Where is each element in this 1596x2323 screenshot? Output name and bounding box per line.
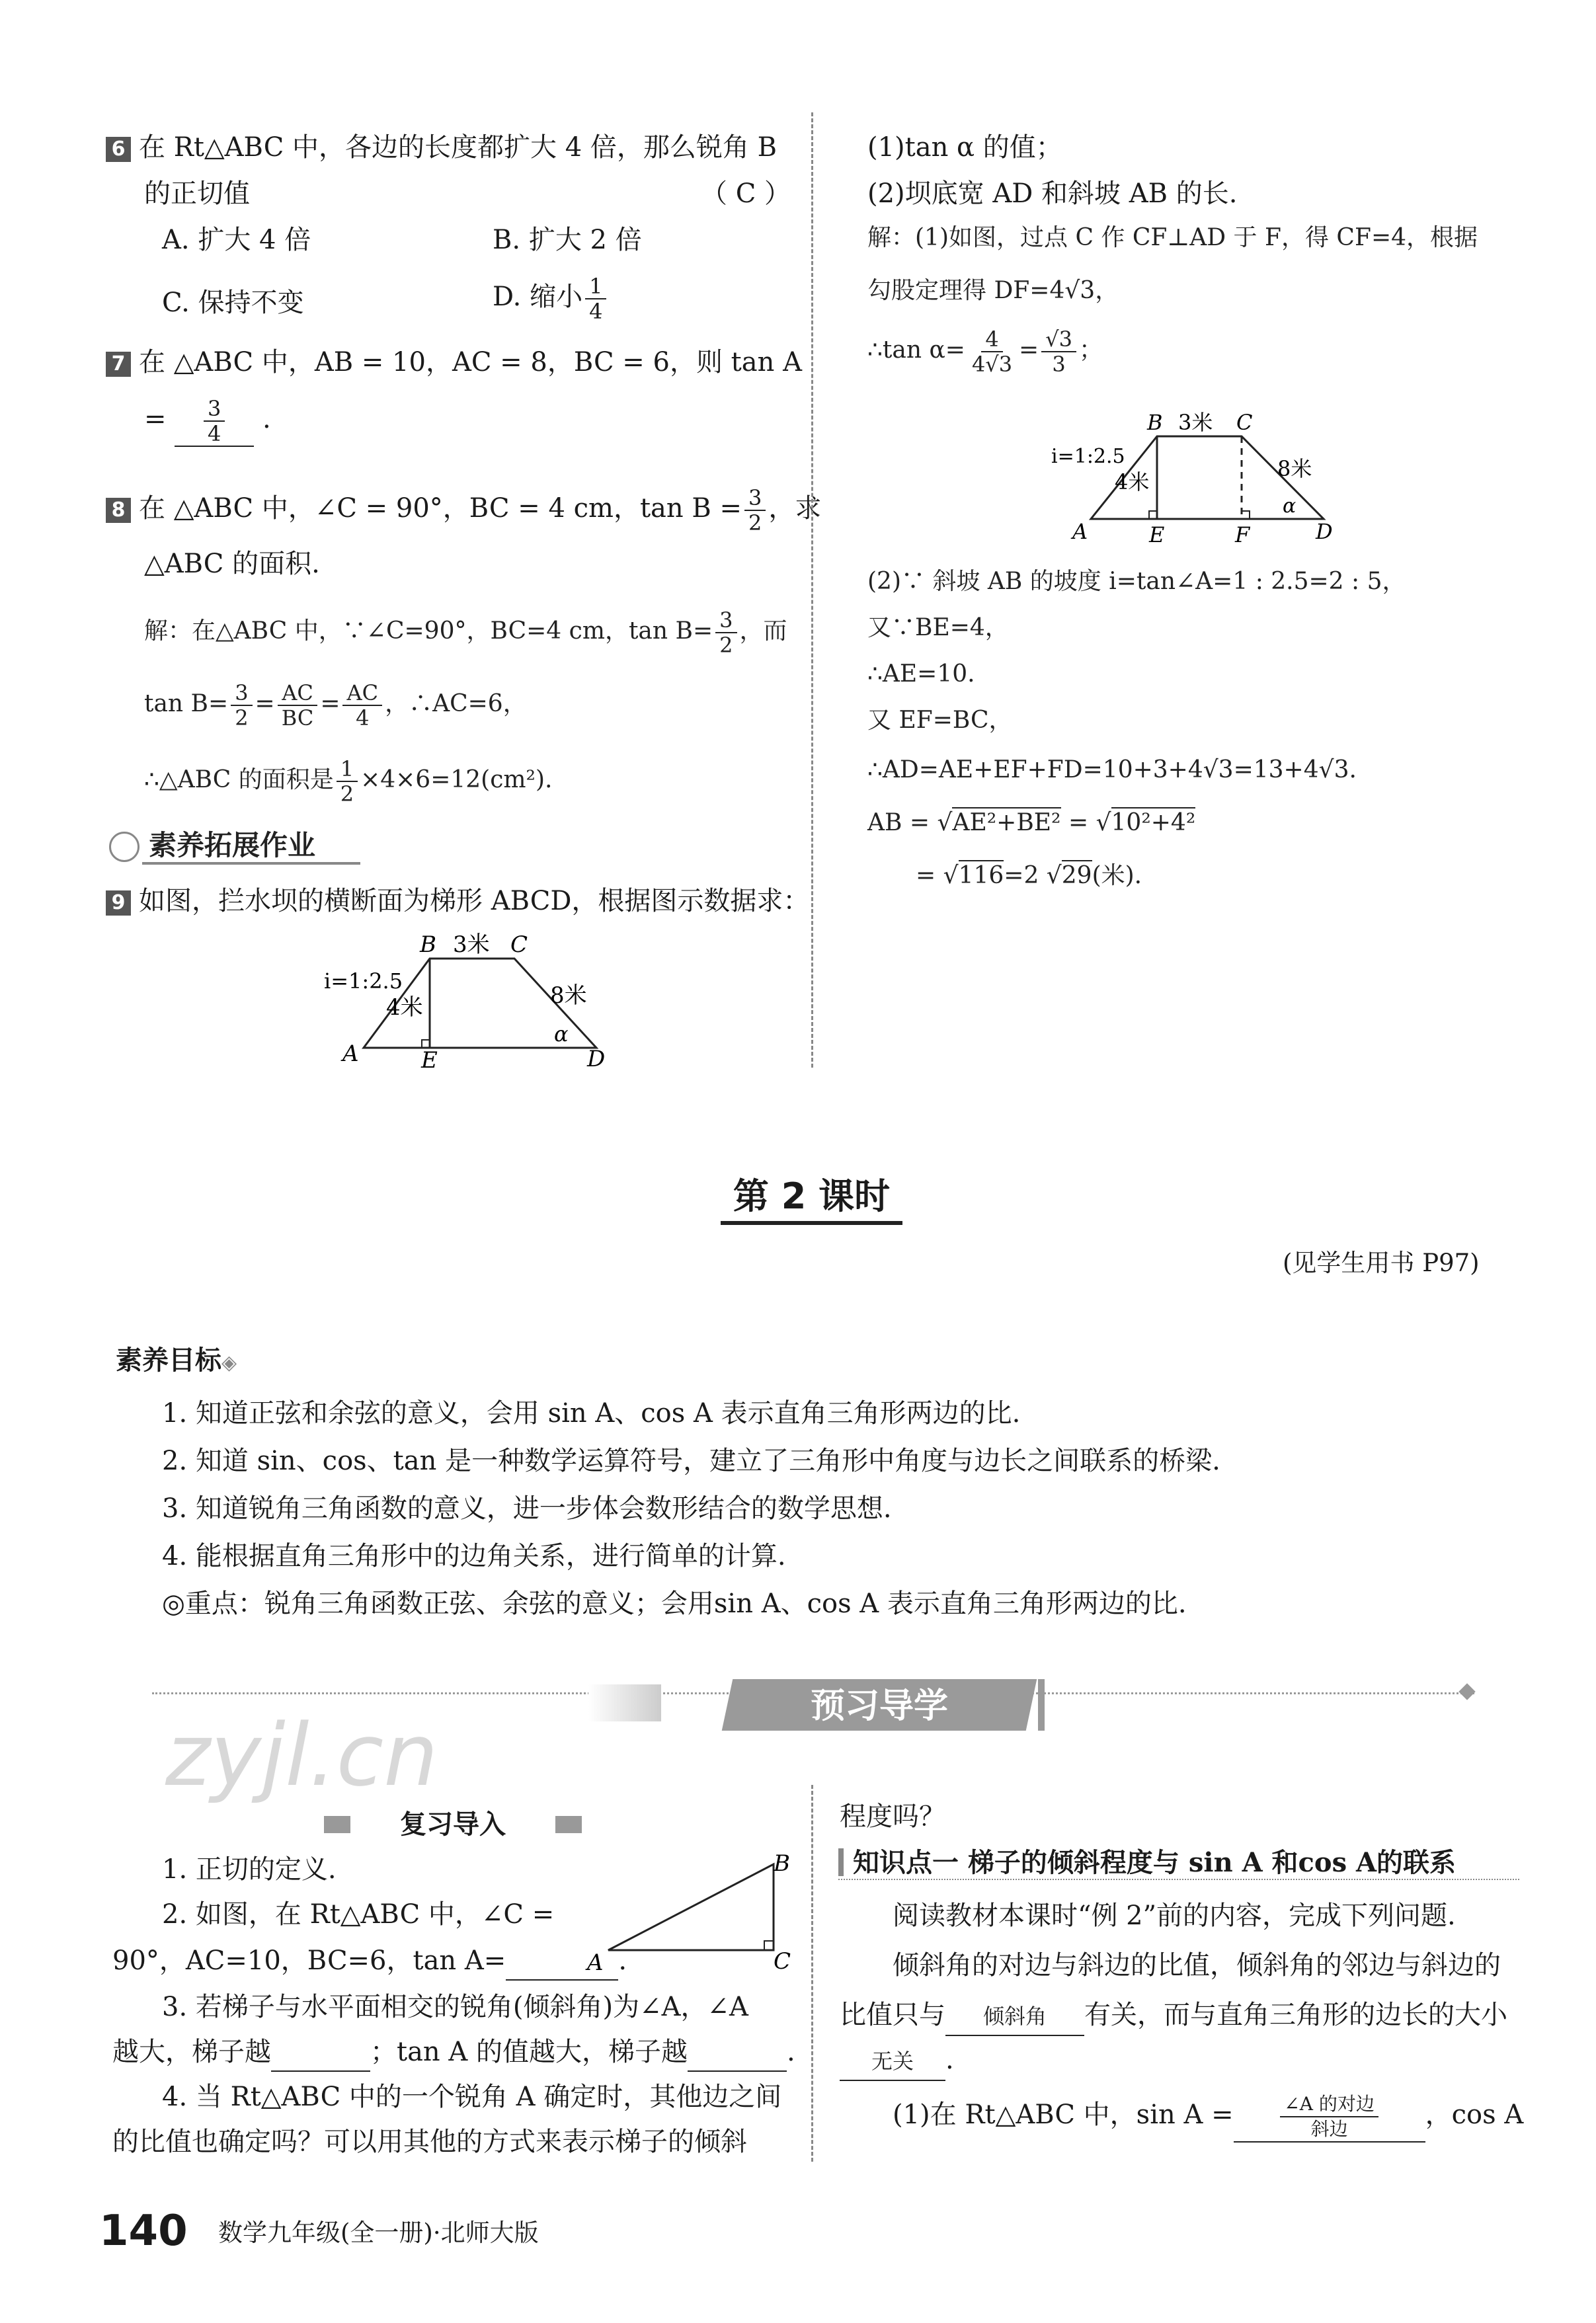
- review-item-3a: 3. 若梯子与水平面相交的锐角(倾斜角)为∠A，∠A: [162, 1992, 748, 2022]
- label-b-2: B: [1147, 410, 1163, 435]
- q7-line2: = $\frac{3}{4}$ .: [144, 396, 271, 446]
- q9-solution-line1: 解：(1)如图，过点 C 作 CF⊥AD 于 F，得 CF=4，根据: [867, 224, 1478, 251]
- label-slope-2: i=1:2.5: [1051, 445, 1125, 468]
- q6-option-d: D. 缩小 $\frac{1}{4}$: [493, 274, 609, 323]
- q6-option-c: C. 保持不变: [162, 288, 304, 318]
- q8-line1: 8 在 △ABC 中，∠C = 90°，BC = 4 cm，tan B = $\frac{3}{2}$ ，求: [106, 486, 821, 535]
- goal-3: 3. 知道锐角三角函数的意义，进一步体会数形结合的数学思想.: [162, 1493, 892, 1524]
- q8-line2: △ABC 的面积.: [144, 549, 320, 579]
- knowledge-point-bar: [838, 1848, 844, 1876]
- sin-a-blank[interactable]: [1234, 2092, 1425, 2143]
- triangle-outline: [608, 1864, 774, 1950]
- review-item-3b: 越大，梯子越 ；tan A 的值越大，梯子越 .: [112, 2033, 795, 2072]
- trapezoid-figure-solution: [1038, 410, 1349, 552]
- triangle-label-b: B: [774, 1851, 790, 1877]
- ladder-blank-2[interactable]: [688, 2033, 787, 2072]
- right-angle-mark-f: [1242, 511, 1250, 519]
- banner-title: 预习导学: [810, 1686, 948, 1726]
- goal-2: 2. 知道 sin、cos、tan 是一种数学运算符号，建立了三角形中角度与边长之间联系的桥梁.: [162, 1446, 1220, 1476]
- q6-option-d-fraction: $\frac{1}{4}$: [585, 274, 606, 323]
- q9-solution-line10: = √116=2 √29(米).: [916, 859, 1142, 892]
- extension-heading: 素养拓展作业: [109, 825, 374, 866]
- watermark: zyjl.cn: [165, 1705, 438, 1805]
- trapezoid-figure: [311, 929, 621, 1071]
- label-e-2: E: [1149, 522, 1165, 547]
- label-top-length-2: 3米: [1178, 410, 1213, 435]
- q9-number: 9: [106, 890, 131, 916]
- goals-heading: 素养目标◈: [116, 1345, 237, 1376]
- tan-fraction2: $\frac{√3}{3}$: [1041, 327, 1076, 376]
- q9-solution-line5: 又∵BE=4，: [867, 614, 1009, 641]
- q8-sol-fraction3: $\frac{AC}{BC}$: [278, 681, 318, 730]
- label-e: E: [421, 1047, 438, 1071]
- tilt-angle-blank[interactable]: 倾斜角: [945, 1998, 1084, 2036]
- label-side-length-2: 8米: [1277, 456, 1312, 481]
- review-heading-right-block: [555, 1816, 582, 1833]
- q6-line2: 的正切值: [144, 178, 250, 209]
- triangle-right-angle-mark: [764, 1941, 774, 1950]
- review-item-2a: 2. 如图，在 Rt△ABC 中，∠C =: [162, 1899, 555, 1930]
- banner-diamond-icon: [1458, 1683, 1475, 1700]
- kp-line3: 比值只与 倾斜角 有关，而与直角三角形的边长的大小: [840, 1996, 1507, 2036]
- q8-sol-fraction1: $\frac{3}{2}$: [715, 608, 737, 657]
- q9-solution-line8: ∴AD=AE+EF+FD=10+3+4√3=13+4√3.: [867, 756, 1357, 783]
- diamond-icon: ◈: [221, 1351, 237, 1374]
- q8-sol-fraction4: $\frac{AC}{4}$: [342, 681, 382, 730]
- label-f-2: F: [1235, 522, 1250, 547]
- banner-bar: [1038, 1679, 1045, 1731]
- goal-4: 4. 能根据直角三角形中的边角关系，进行简单的计算.: [162, 1541, 786, 1571]
- ladder-blank-1[interactable]: [271, 2033, 370, 2072]
- lesson-title-underline: [721, 1221, 902, 1225]
- q9-solution-line6: ∴AE=10.: [867, 660, 975, 688]
- q7-line1: 7 在 △ABC 中，AB = 10，AC = 8，BC = 6，则 tan A: [106, 344, 802, 381]
- q9-solution-line4: (2)∵ 斜坡 AB 的坡度 i=tan∠A=1 : 2.5=2 : 5，: [867, 568, 1406, 595]
- q9-solution-line9: AB = √AE²+BE² = √10²+4²: [867, 807, 1195, 840]
- label-a-2: A: [1072, 519, 1088, 544]
- right-angle-mark-e: [1149, 511, 1157, 519]
- q6-answer: （ C ）: [701, 178, 791, 209]
- label-c: C: [510, 931, 528, 958]
- student-book-reference: (见学生用书 P97): [1283, 1249, 1480, 1277]
- label-d: D: [587, 1046, 606, 1071]
- q7-answer-fraction: $\frac{3}{4}$: [204, 397, 225, 446]
- label-height-2: 4米: [1115, 469, 1150, 494]
- unrelated-blank[interactable]: 无关: [840, 2043, 945, 2081]
- kp-line2: 倾斜角的对边与斜边的比值，倾斜角的邻边与斜边的: [893, 1950, 1501, 1981]
- q8-solution-line3: ∴△ABC 的面积是 $\frac{1}{2}$ ×4×6=12(cm²).: [144, 756, 553, 807]
- review-item-4b: 的比值也确定吗？可以用其他的方式来表示梯子的倾斜: [112, 2127, 747, 2157]
- q9-part2: (2)坝底宽 AD 和斜坡 AB 的长.: [867, 178, 1238, 209]
- q9-solution-line7: 又 EF=BC，: [867, 707, 1013, 734]
- extension-underline: [142, 862, 360, 865]
- review-item-4a: 4. 当 Rt△ABC 中的一个锐角 A 确定时，其他边之间: [162, 2082, 782, 2112]
- q8-number: 8: [106, 498, 131, 523]
- q9-solution-line3: ∴tan α= $\frac{4}{4√3}$ = $\frac{√3}{3}$ ；: [867, 327, 1103, 377]
- banner-fade: [588, 1684, 661, 1721]
- knowledge-point-underline: [838, 1879, 1519, 1881]
- q9-solution-line2: 勾股定理得 DF=4√3，: [867, 277, 1119, 304]
- book-title: 数学九年级(全一册)·北师大版: [218, 2219, 539, 2247]
- label-side-length: 8米: [550, 982, 587, 1009]
- q6-line1: 6 在 Rt△ABC 中，各边的长度都扩大 4 倍，那么锐角 B: [106, 129, 777, 166]
- lesson-title-box: [721, 1173, 902, 1226]
- label-c-2: C: [1236, 410, 1253, 435]
- lesson-title: 第 2 课时: [733, 1175, 891, 1217]
- goal-1: 1. 知道正弦和余弦的意义，会用 sin A、cos A 表示直角三角形两边的比.: [162, 1398, 1021, 1429]
- review-item-2b: 90°，AC=10，BC=6，tan A= .: [112, 1942, 627, 1981]
- q7-number: 7: [106, 352, 131, 377]
- triangle-label-a: A: [587, 1949, 604, 1976]
- q8-sol-fraction5: $\frac{1}{2}$: [337, 757, 358, 806]
- tan-fraction1: $\frac{4}{4√3}$: [971, 327, 1013, 377]
- knowledge-point-heading: 知识点一 梯子的倾斜程度与 sin A 和cos A的联系: [838, 1844, 1519, 1880]
- kp-line4: 无关 .: [840, 2041, 954, 2081]
- q8-solution-line1: 解：在△ABC 中，∵∠C=90°，BC=4 cm，tan B= $\frac{3}{2}$ ，而: [144, 608, 787, 658]
- label-a: A: [342, 1041, 359, 1067]
- q9-line1: 9 如图，拦水坝的横断面为梯形 ABCD，根据图示数据求：: [106, 883, 809, 920]
- right-triangle-figure: [582, 1851, 800, 1983]
- q6-option-b: B. 扩大 2 倍: [493, 225, 642, 255]
- q6-option-a: A. 扩大 4 倍: [162, 225, 311, 255]
- key-point: ◎重点：锐角三角函数正弦、余弦的意义；会用sin A、cos A 表示直角三角形两边的比.: [162, 1589, 1187, 1619]
- column-divider: [811, 112, 813, 1068]
- pencil-icon: [109, 832, 140, 862]
- label-slope: i=1:2.5: [324, 968, 403, 994]
- review-heading: 复习导入: [324, 1808, 582, 1841]
- label-d-2: D: [1316, 519, 1333, 544]
- triangle-label-c: C: [774, 1948, 791, 1975]
- kp-line5: (1)在 Rt△ABC 中，sin A = $\frac{\text{∠A 的对边}}{\text{斜边}}$ ，cos A: [893, 2092, 1523, 2143]
- q9-part1: (1)tan α 的值；: [867, 132, 1062, 163]
- label-top-length: 3米: [453, 931, 490, 958]
- lower-column-divider: [811, 1785, 813, 2162]
- q8-solution-line2: tan B= $\frac{3}{2}$ = $\frac{AC}{BC}$ = $\frac{AC}{4}$ ，∴AC=6，: [144, 680, 527, 730]
- q8-sol-fraction2: $\frac{3}{2}$: [231, 681, 252, 730]
- label-alpha: α: [554, 1021, 569, 1046]
- q8-fraction: $\frac{3}{2}$: [744, 486, 766, 535]
- label-height: 4米: [386, 994, 423, 1021]
- label-b: B: [420, 931, 436, 958]
- sin-a-fraction: $\frac{\text{∠A 的对边}}{\text{斜边}}$: [1280, 2092, 1378, 2141]
- review-item-1: 1. 正切的定义.: [162, 1854, 337, 1885]
- review-item-4-continued: 程度吗？: [840, 1801, 945, 1832]
- q7-answer-blank: [175, 397, 254, 447]
- kp-line1: 阅读教材本课时“例 2”前的内容，完成下列问题.: [893, 1901, 1456, 1931]
- label-alpha-2: α: [1283, 494, 1297, 518]
- q6-number: 6: [106, 137, 131, 162]
- page-number: 140: [99, 2207, 188, 2256]
